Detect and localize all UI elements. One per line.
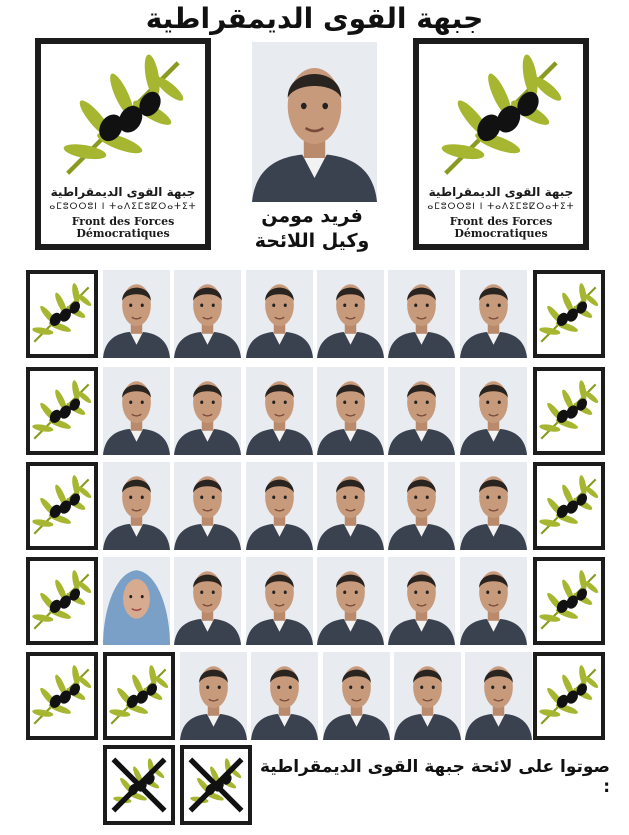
- candidate-photo: [246, 462, 313, 550]
- candidate-photo: [323, 652, 390, 740]
- logo-small-frame: [533, 557, 605, 645]
- logo-french-line2: Démocratiques: [76, 227, 170, 240]
- candidate-photo: [103, 270, 170, 358]
- logo-small-frame: [26, 462, 98, 550]
- olive-branch-icon: [537, 656, 601, 736]
- olive-branch-icon: [537, 466, 601, 546]
- candidate-photo: [394, 652, 461, 740]
- x-mark-icon: [184, 749, 248, 821]
- logo-french-line2: Démocratiques: [454, 227, 548, 240]
- logo-tifinagh-name: ⴰⵎⵓⵔⵔⵓⵏ ⵏ ⵜⴰⴷⵉⵎⵓⵇⵔⴰⵜⵉⵜ: [49, 202, 197, 212]
- candidate-photo: [388, 557, 455, 645]
- leader-photo: [252, 42, 377, 202]
- x-mark-icon: [107, 749, 171, 821]
- leader-name: فريد مومن: [261, 205, 363, 227]
- candidate-photo: [388, 367, 455, 455]
- olive-branch-icon: [30, 274, 94, 354]
- logo-tifinagh-name: ⴰⵎⵓⵔⵔⵓⵏ ⵏ ⵜⴰⴷⵉⵎⵓⵇⵔⴰⵜⵉⵜ: [427, 202, 575, 212]
- vote-box-x: [103, 745, 175, 825]
- vote-box-x: [180, 745, 252, 825]
- logo-small-frame: [26, 652, 98, 740]
- candidate-photo: [103, 557, 170, 645]
- candidate-photo: [317, 270, 384, 358]
- candidate-photo: [246, 557, 313, 645]
- candidate-photo: [388, 462, 455, 550]
- olive-branch-icon: [537, 561, 601, 641]
- candidate-photo: [174, 367, 241, 455]
- olive-branch-icon: [30, 466, 94, 546]
- candidate-photo: [460, 367, 527, 455]
- candidate-photo: [174, 557, 241, 645]
- logo-arabic-name: جبهة القوى الديمقراطية: [50, 185, 196, 199]
- logo-small-frame: [533, 367, 605, 455]
- candidate-photo: [460, 270, 527, 358]
- candidate-photo: [317, 462, 384, 550]
- olive-branch-icon: [537, 274, 601, 354]
- logo-frame-right: [413, 38, 589, 250]
- olive-branch-icon: [427, 52, 577, 182]
- candidate-photo: [246, 367, 313, 455]
- candidate-photo: [388, 270, 455, 358]
- candidate-photo: [460, 557, 527, 645]
- candidate-photo: [317, 557, 384, 645]
- candidate-photo: [460, 462, 527, 550]
- logo-small-frame: [533, 652, 605, 740]
- logo-frame-left: [35, 38, 211, 250]
- olive-branch-icon: [30, 656, 94, 736]
- logo-small-frame: [533, 462, 605, 550]
- logo-arabic-name: جبهة القوى الديمقراطية: [428, 185, 574, 199]
- candidate-photo: [103, 462, 170, 550]
- candidate-photo: [174, 270, 241, 358]
- candidate-photo: [180, 652, 247, 740]
- candidate-photo: [317, 367, 384, 455]
- olive-branch-icon: [537, 371, 601, 451]
- candidate-photo: [103, 367, 170, 455]
- logo-small-frame: [26, 367, 98, 455]
- olive-branch-icon: [30, 371, 94, 451]
- logo-small-frame: [533, 270, 605, 358]
- olive-branch-icon: [30, 561, 94, 641]
- logo-small-frame: [26, 557, 98, 645]
- logo-small-frame: [26, 270, 98, 358]
- page-title: جبهة القوى الديمقراطية: [145, 2, 484, 35]
- leader-role: وكيل اللائحة: [254, 230, 370, 252]
- logo-french-line1: Front des Forces: [71, 215, 175, 228]
- logo-small-frame: [103, 652, 175, 740]
- candidate-photo: [465, 652, 532, 740]
- candidate-photo: [246, 270, 313, 358]
- candidate-photo: [251, 652, 318, 740]
- candidate-photo: [174, 462, 241, 550]
- vote-instruction: صوتوا على لائحة جبهة القوى الديمقراطية :: [259, 757, 610, 797]
- logo-french-line1: Front des Forces: [449, 215, 553, 228]
- olive-branch-icon: [107, 656, 171, 736]
- olive-branch-icon: [49, 52, 199, 182]
